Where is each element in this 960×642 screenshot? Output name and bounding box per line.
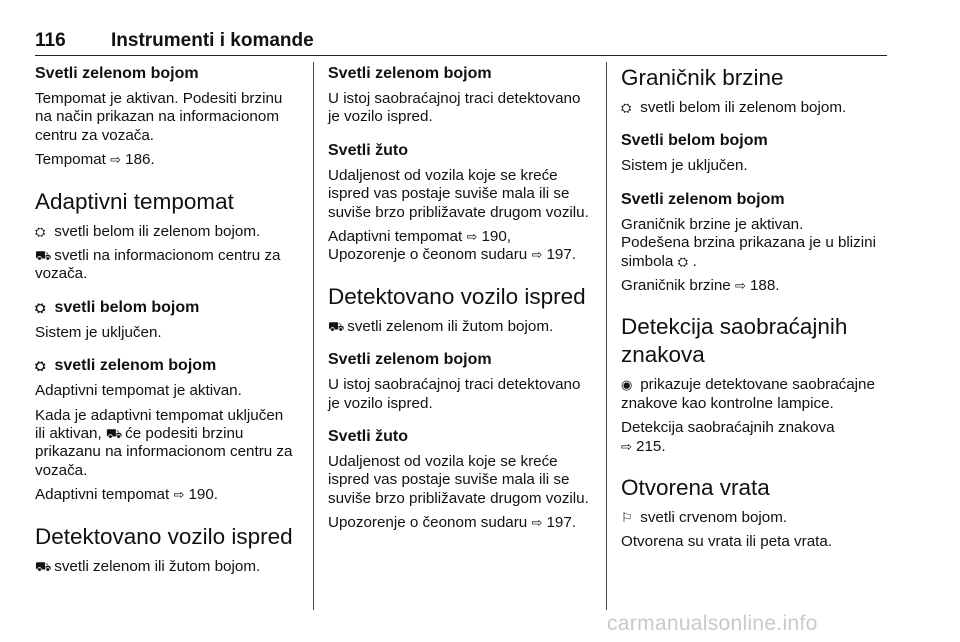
page-header	[35, 30, 887, 56]
arrow-icon: ⇨	[110, 152, 122, 168]
vehicle-distance-icon: ⛟	[105, 426, 123, 442]
cross-reference[interactable]: Tempomat ⇨ 186.	[35, 151, 155, 169]
open-door-icon: ⚐	[621, 510, 633, 526]
paragraph: ⛟ svetli zelenom ili žutom bojom.	[328, 317, 554, 335]
paragraph: ⛟ svetli zelenom ili žutom bojom.	[35, 557, 261, 575]
section-heading: Svetli zelenom bojom	[328, 65, 492, 82]
paragraph: ⚐ svetli crvenom bojom.	[621, 509, 788, 527]
cross-reference[interactable]: Upozorenje o čeonom sudaru ⇨ 197.	[328, 514, 577, 532]
column-2	[328, 64, 593, 539]
paragraph: ⛭ svetli belom ili zelenom bojom.	[621, 99, 847, 116]
section-heading: Svetli zelenom bojom	[328, 351, 492, 369]
paragraph: Kada je adaptivni tempomat uključen ili aktivan, ⛟ će podesiti brzinu prikazanu na informacionom centru za vozača.	[35, 406, 293, 479]
paragraph: ◉ prikazuje detektovane saobraćajne znakove kao kontrolne lampice.	[621, 376, 875, 412]
arrow-icon: ⇨	[531, 247, 543, 263]
paragraph: U istoj saobraćajnoj traci detektovano je vozilo ispred.	[328, 376, 581, 412]
page-number: 116	[35, 30, 66, 51]
vehicle-distance-icon: ⛟	[35, 248, 52, 264]
section-heading: ⛭ svetli belom bojom	[35, 298, 200, 316]
watermark: carmanualsonline.info	[607, 612, 818, 635]
section-heading: Svetli žuto	[328, 428, 409, 446]
adaptive-cruise-icon: ⛭	[35, 358, 46, 374]
column-divider	[313, 62, 314, 610]
page-title: Instrumenti i komande	[111, 30, 314, 51]
cross-reference[interactable]: Upozorenje o čeonom sudaru ⇨ 197.	[328, 246, 577, 264]
arrow-icon: ⇨	[466, 229, 478, 245]
section-title: Detektovano vozilo ispred	[328, 283, 586, 309]
section-heading: Svetli žuto	[328, 141, 409, 159]
arrow-icon: ⇨	[531, 515, 543, 531]
section-title: Detektovano vozilo ispred	[35, 523, 293, 549]
column-divider	[606, 62, 607, 610]
paragraph: Udaljenost od vozila koje se kreće ispred vas postaje suviše mala ili se suviše brzo približavate drugom vozilu.	[328, 166, 589, 221]
cross-reference[interactable]: Adaptivni tempomat ⇨ 190,	[328, 228, 512, 246]
section-heading: Svetli zelenom bojom	[621, 190, 785, 208]
column-1	[35, 64, 297, 582]
paragraph: ⛭ svetli belom ili zelenom bojom.	[35, 222, 261, 240]
adaptive-cruise-icon: ⛭	[35, 223, 46, 239]
section-title: Otvorena vrata	[621, 475, 770, 501]
paragraph: U istoj saobraćajnoj traci detektovano je vozilo ispred.	[328, 90, 581, 126]
paragraph: ⛟ svetli na informacionom centru za vozača.	[35, 247, 281, 283]
paragraph: Udaljenost od vozila koje se kreće ispred vas postaje suviše mala ili se suviše brzo približavate drugom vozilu.	[328, 453, 589, 507]
arrow-icon: ⇨	[734, 278, 746, 294]
traffic-sign-icon: ◉	[621, 377, 633, 393]
section-heading: Svetli belom bojom	[621, 132, 768, 150]
section-heading: Svetli zelenom bojom	[35, 65, 199, 82]
column-3	[621, 64, 888, 558]
adaptive-cruise-icon: ⛭	[35, 299, 46, 315]
speed-limiter-icon: ⛭	[677, 253, 688, 269]
paragraph: Tempomat je aktivan. Podesiti brzinu na način prikazan na informacionom centru za vozača.	[35, 90, 283, 144]
cross-reference[interactable]: Graničnik brzine ⇨ 188.	[621, 277, 780, 295]
car-icon: ⛟	[35, 558, 52, 574]
car-icon: ⛟	[328, 318, 345, 334]
arrow-icon: ⇨	[173, 487, 185, 503]
speed-limiter-icon: ⛭	[621, 100, 632, 115]
section-title: Graničnik brzine	[621, 65, 784, 90]
paragraph: Adaptivni tempomat je aktivan.	[35, 382, 242, 400]
section-title: Adaptivni tempomat	[35, 188, 234, 214]
cross-reference[interactable]: Detekcija saobraćajnih znakova ⇨ 215.	[621, 419, 835, 455]
paragraph: Podešena brzina prikazana je u blizini simbola ⛭ .	[621, 234, 876, 270]
paragraph: Sistem je uključen.	[621, 157, 748, 175]
paragraph: Sistem je uključen.	[35, 323, 162, 341]
cross-reference[interactable]: Adaptivni tempomat ⇨ 190.	[35, 486, 219, 504]
arrow-icon: ⇨	[621, 438, 632, 454]
section-title: Detekcija saobraćajnih znakova	[621, 314, 848, 368]
paragraph: Graničnik brzine je aktivan.	[621, 215, 804, 233]
section-heading: ⛭ svetli zelenom bojom	[35, 357, 217, 375]
paragraph: Otvorena su vrata ili peta vrata.	[621, 533, 833, 551]
